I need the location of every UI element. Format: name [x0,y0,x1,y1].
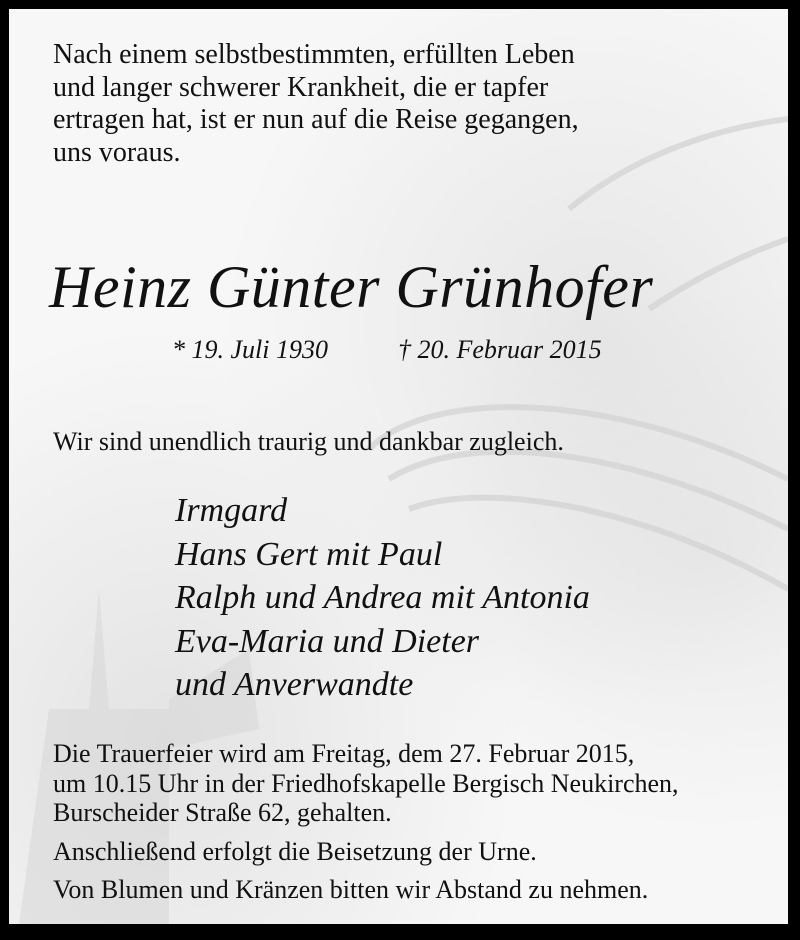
death-date: † 20. Februar 2015 [398,335,602,364]
intro-line: uns voraus. [53,136,181,168]
burial-note: Anschließend erfolgt die Beisetzung der Urne. [53,836,537,866]
thanks-text: Wir sind unendlich traurig und dankbar zugleich. [53,427,564,456]
family-member: Ralph und Andrea mit Antonia [175,579,590,616]
service-line: Burscheider Straße 62, gehalten. [53,798,392,827]
family-member: Hans Gert mit Paul [175,535,443,573]
intro-text [53,39,579,169]
family-member: und Anverwandte [175,666,414,703]
deceased-name: Heinz Günter Grünhofer [49,254,654,320]
service-details [53,739,679,905]
family-member: Irmgard [175,492,288,529]
intro-line: Nach einem selbstbestimmten, erfüllten Leben [53,39,575,70]
flowers-note: Von Blumen und Kränzen bitten wir Abstand zu nehmen. [53,875,649,904]
intro-line: und langer schwerer Krankheit, die er tapfer [53,71,549,103]
birth-date: * 19. Juli 1930 [172,335,328,364]
intro-line: ertragen hat, ist er nun auf die Reise gegangen, [53,104,579,135]
family-member: Eva-Maria und Dieter [175,622,480,660]
family-list [175,489,590,707]
service-line: um 10.15 Uhr in der Friedhofskapelle Bergisch Neukirchen, [53,768,679,798]
service-line: Die Trauerfeier wird am Freitag, dem 27. Februar 2015, [53,739,635,768]
obituary-card [9,9,788,924]
